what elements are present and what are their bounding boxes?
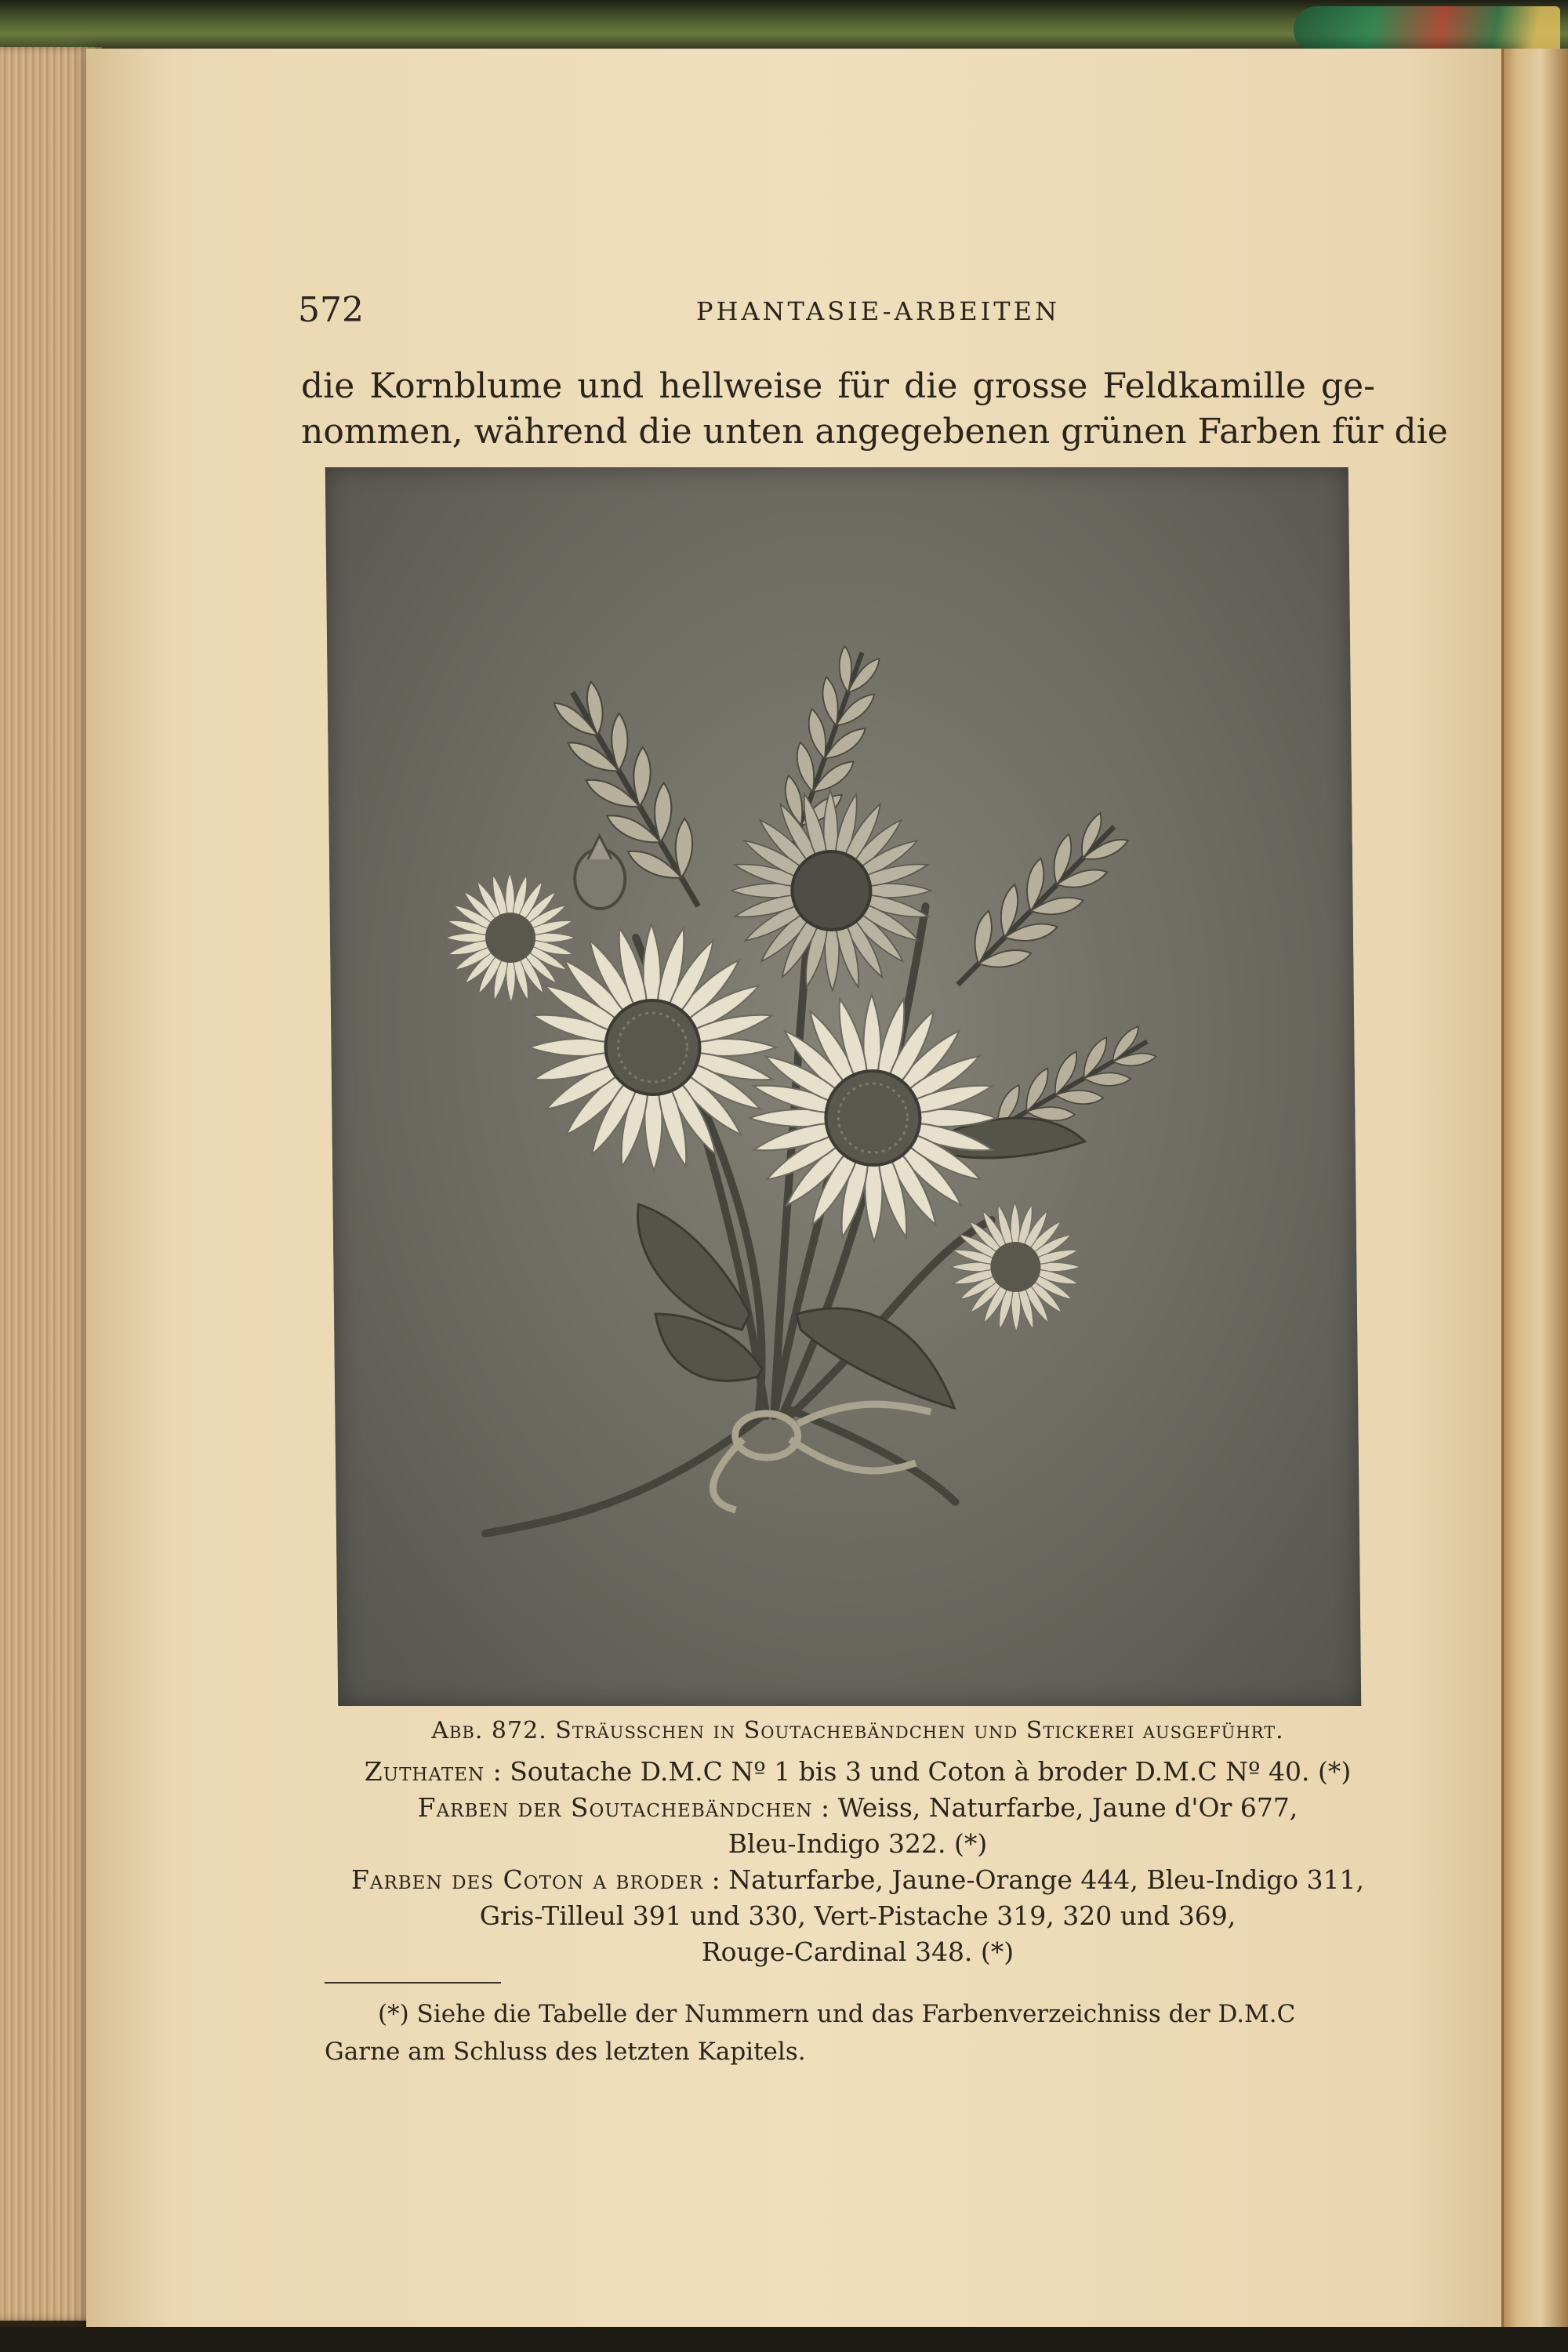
flower-bud [575, 836, 626, 909]
cotton-colors-label: Farben des Coton a broder [350, 1864, 704, 1895]
page-number: 572 [298, 290, 364, 330]
materials-label: Zuthaten [364, 1756, 485, 1787]
footnote [325, 1995, 1399, 2071]
ribbon-colors-text: : Weiss, Naturfarbe, Jaune d'Or 677, [812, 1792, 1298, 1823]
footnote-line: Garne am Schluss des letzten Kapitels. [325, 2038, 806, 2066]
embroidery-illustration [325, 467, 1362, 1706]
materials-text: : Soutache D.M.C Nº 1 bis 3 und Coton à broder D.M.C Nº 40. (*) [485, 1756, 1352, 1787]
caption-materials [301, 1754, 1414, 1790]
page-edge-right [1501, 49, 1568, 2330]
caption-cotton-colors [301, 1862, 1414, 1898]
running-title: PHANTASIE-ARBEITEN [696, 296, 1060, 326]
cotton-colors-final: Rouge-Cardinal 348. (*) [701, 1936, 1014, 1967]
body-line: nommen, während die unten angegebenen grünen Farben für die [301, 412, 1448, 452]
body-line: die Kornblume und hellweise für die grosse Feldkamille ge- [301, 366, 1375, 406]
cotton-colors-continued: Gris-Tilleul 391 und 330, Vert-Pistache 319, 320 und 369, [479, 1900, 1236, 1931]
daisy-upper-center [693, 754, 969, 1027]
daisy-small-right [927, 1178, 1105, 1355]
footnote-line: (*) Siehe die Tabelle der Nummern und das Farbenverzeichniss der D.M.C [378, 2000, 1296, 2028]
ribbon-colors-label: Farben der Soutachebändchen [417, 1792, 813, 1823]
ribbon-colors-continued: Bleu-Indigo 322. (*) [728, 1828, 988, 1859]
book-cover-bottom [0, 2327, 1568, 2352]
caption-ribbon-colors [301, 1790, 1414, 1826]
cotton-colors-text: : Naturfarbe, Jaune-Orange 444, Bleu-Indigo 311, [703, 1864, 1365, 1895]
bookmark-ribbon [1294, 6, 1560, 53]
figure-caption [301, 1713, 1414, 1970]
footnote-rule [325, 1982, 501, 1984]
caption-title: Abb. 872. Sträusschen in Soutachebändchen und Stickerei ausgeführt. [431, 1717, 1284, 1744]
running-head [298, 290, 1396, 337]
body-text [301, 364, 1448, 455]
bouquet-drawing [325, 467, 1362, 1706]
